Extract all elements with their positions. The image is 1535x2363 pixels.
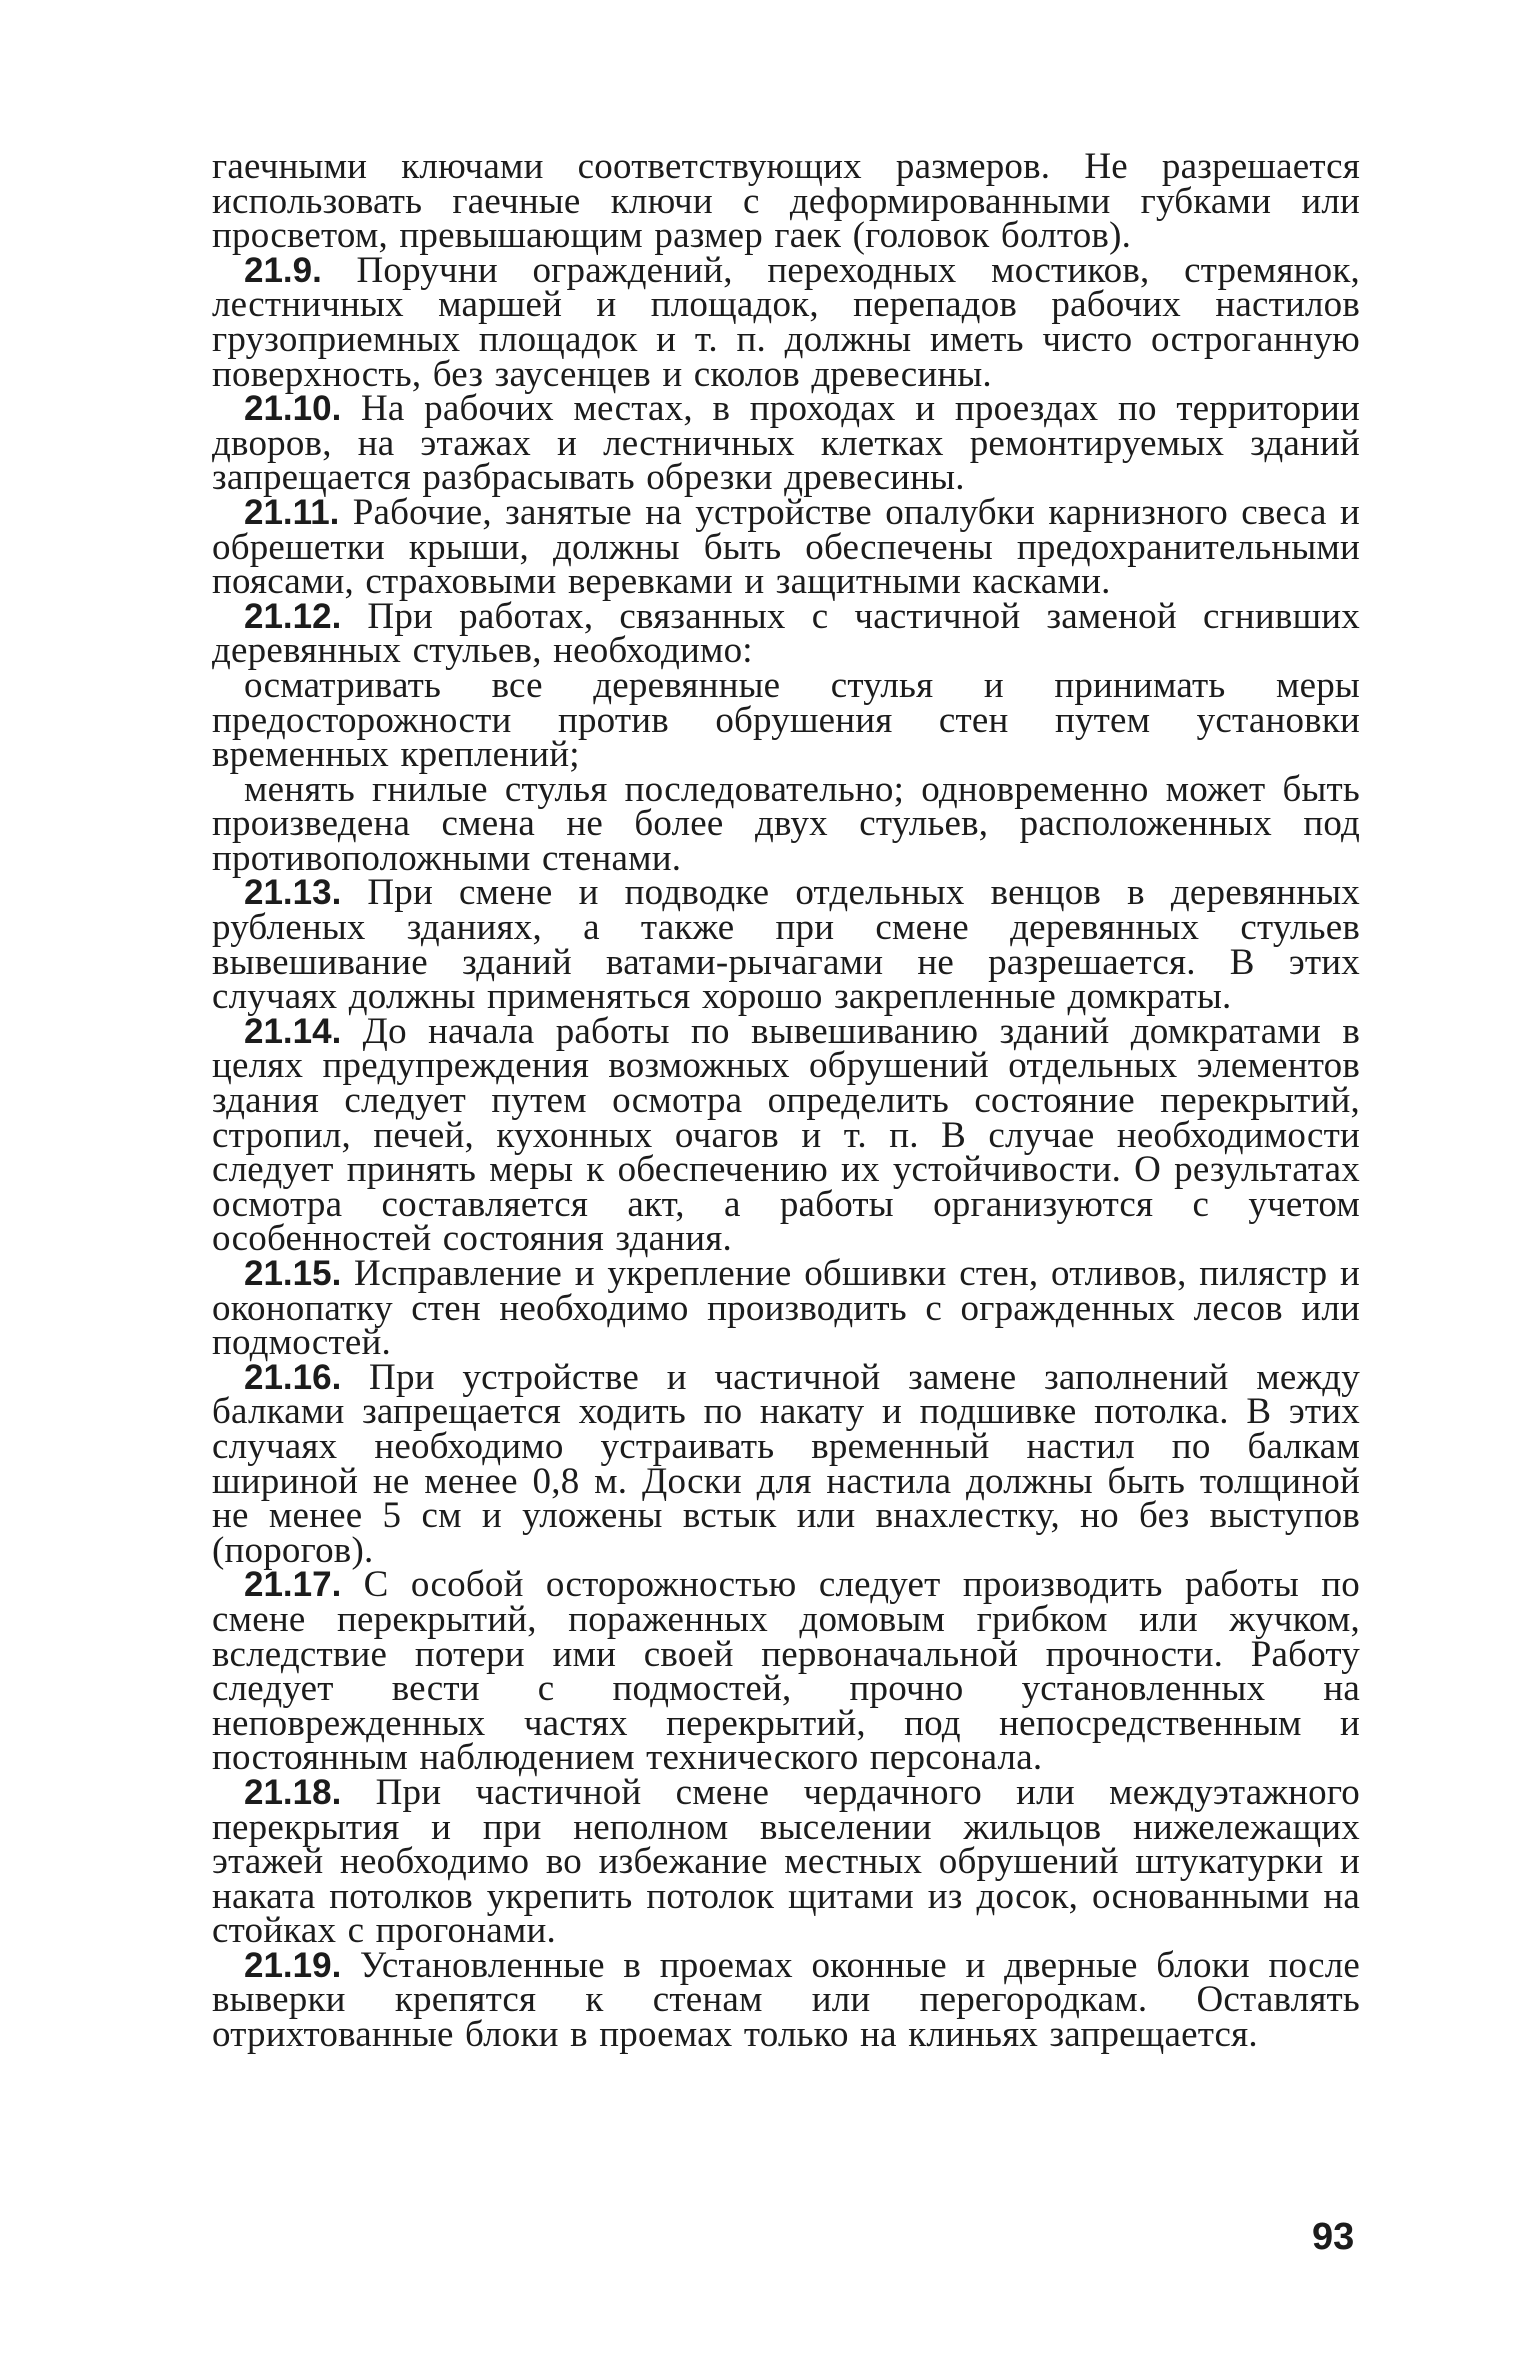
paragraph-text: осматривать все деревянные стулья и принимать меры предосторожности против обрушения стен путем установки временных креплений; <box>212 664 1360 776</box>
section-number: 21.10. <box>244 389 342 429</box>
paragraph-21-10 <box>212 388 1360 499</box>
section-number: 21.17. <box>244 1565 342 1605</box>
paragraph-text: Установленные в проемах оконные и дверные блоки после выверки крепятся к стенам или перегородкам. Оставлять отрихтованные блоки в проемах только на клиньях запрещается. <box>212 1944 1360 2056</box>
paragraph-text: До начала работы по вывешиванию зданий домкратами в целях предупреждения возможных обрушений отдельных элементов здания следует путем осмотра определить состояние перекрытий, стропил, печей, кухонных очагов и т. п. В случае необходимости следует принять меры к обеспечению их устойчивости. О результатах осмотра составляется акт, а работы организуются с учетом особенностей состояния здания. <box>212 1010 1360 1260</box>
list-item-replace <box>212 768 1360 879</box>
body-text <box>212 146 1360 2056</box>
section-number: 21.15. <box>244 1254 342 1293</box>
paragraph-text: Рабочие, занятые на устройстве опалубки карнизного свеса и обрешетки крыши, должны быть обеспечены предохранительными поясами, страховыми веревками и защитными касками. <box>212 491 1360 603</box>
paragraph-text: менять гнилые стулья последовательно; одновременно может быть произведена смена не более двух стульев, расположенных под противоположными стенами. <box>212 768 1360 879</box>
paragraph-text: На рабочих местах, в проходах и проездах по территории дворов, на этажах и лестничных клетках ремонтируемых зданий запрещается разбрасывать обрезки древесины. <box>212 388 1360 499</box>
paragraph-text: При смене и подводке отдельных венцов в деревянных рубленых зданиях, а также при смене деревянных стульев вывешивание зданий ватами-рычагами не разрешается. В этих случаях должны применяться хорошо закрепленные домкраты. <box>212 872 1360 1018</box>
section-number: 21.11. <box>244 492 340 532</box>
paragraph-21-12 <box>212 595 1360 672</box>
section-number: 21.14. <box>244 1011 342 1051</box>
paragraph-21-11 <box>212 491 1360 603</box>
paragraph-21-13 <box>212 872 1360 1018</box>
section-number: 21.12. <box>244 596 342 636</box>
paragraph-21-18 <box>212 1771 1360 1952</box>
paragraph-21-14 <box>212 1010 1360 1260</box>
paragraph-continuation <box>212 146 1360 257</box>
page-number: 93 <box>1312 2216 1355 2258</box>
paragraph-21-16 <box>212 1356 1360 1571</box>
paragraph-text: При частичной смене чердачного или междуэтажного перекрытия и при неполном выселении жильцов нижележащих этажей необходимо во избежание местных обрушений штукатурки и наката потолков укрепить потолок щитами из досок, основанными на стойках с прогонами. <box>212 1771 1360 1952</box>
section-number: 21.13. <box>244 873 342 913</box>
paragraph-21-17 <box>212 1564 1360 1779</box>
paragraph-21-15 <box>212 1253 1360 1364</box>
paragraph-text: Исправление и укрепление обшивки стен, отливов, пилястр и оконопатку стен необходимо производить с огражденных лесов или подмостей. <box>212 1253 1360 1364</box>
paragraph-text: С особой осторожностью следует производить работы по смене перекрытий, пораженных домовым грибком или жучком, вследствие потери ими своей первоначальной прочности. Работу следует вести с подмостей, прочно установленных на неповрежденных частях перекрытий, под непосредственным и постоянным наблюдением технического персонала. <box>212 1564 1360 1779</box>
section-number: 21.16. <box>244 1357 342 1397</box>
section-number: 21.19. <box>244 1945 342 1985</box>
paragraph-text: При устройстве и частичной замене заполнений между балками запрещается ходить по накату и подшивке потолка. В этих случаях необходимо устраивать временный настил по балкам шириной не менее 0,8 м. Доски для настила должны быть толщиной не менее 5 см и уложены встык или внахлестку, но без выступов (порогов). <box>212 1356 1360 1571</box>
paragraph-21-19 <box>212 1944 1360 2056</box>
section-number: 21.18. <box>244 1772 342 1812</box>
section-number: 21.9. <box>244 250 322 290</box>
list-item-inspect <box>212 664 1360 776</box>
paragraph-text: гаечными ключами соответствующих размеров. Не разрешается использовать гаечные ключи с деформированными губками или просветом, превышающим размер гаек (головок болтов). <box>212 146 1360 257</box>
paragraph-text: При работах, связанных с частичной заменой сгнивших деревянных стульев, необходимо: <box>212 595 1360 672</box>
paragraph-text: Поручни ограждений, переходных мостиков, стремянок, лестничных маршей и площадок, перепадов рабочих настилов грузоприемных площадок и т. п. должны иметь чисто острoганную поверхность, без заусенцев и сколов древесины. <box>212 249 1360 395</box>
paragraph-21-9 <box>212 249 1360 395</box>
